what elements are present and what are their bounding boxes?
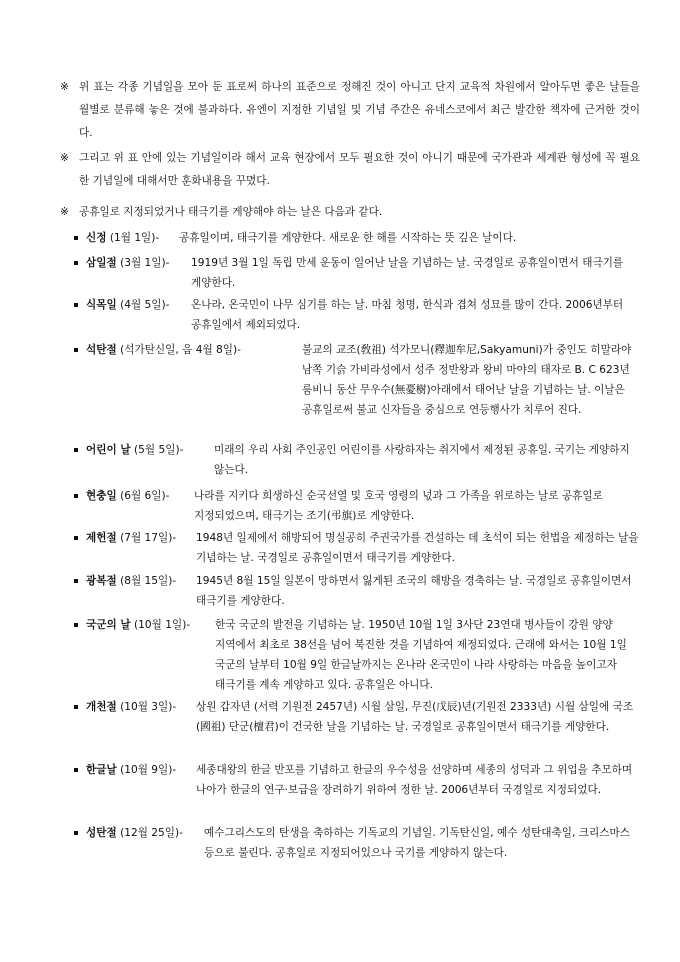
holiday-description: 세종대왕의 한글 반포를 기념하고 한글의 우수성을 선양하며 세종의 성덕과 그 위업을 추모하며 나아가 한글의 연구·보급을 장려하기 위하여 정한 날. 2006년부터 국경일로 지정되었다. [196, 764, 633, 796]
holiday-name: 국군의 날 [86, 619, 131, 631]
bullet-icon [74, 448, 78, 452]
holiday-name: 삼일절 [86, 257, 117, 269]
bullet-icon [74, 348, 78, 352]
holiday-description: 미래의 우리 사회 주인공인 어린이를 사랑하자는 취지에서 제정된 공휴일. 국기는 게양하지 않는다. [214, 444, 630, 476]
holiday-date: (10월 1일)- [134, 619, 191, 631]
holiday-name: 석탄절 [86, 344, 117, 356]
holiday-description: 불교의 교조(敎祖) 석가모니(釋迦牟尼,Sakyamuni)가 중인도 히말라야 남쪽 기슭 가비라성에서 성주 정반왕과 왕비 마야의 태자로 B. C 623년 룸비니 동산 무우수(無憂樹)아래에서 태어난 날을 기념하는 날. 이날은 공휴일로써 불교 신자들을 중심으로 연등행사가 치루어 진다. [302, 344, 632, 416]
note-text: 위 표는 각종 기념일을 모아 둔 표로써 하나의 표준으로 정해진 것이 아니고 단지 교육적 차원에서 알아두면 좋은 날들을 월별로 분류해 놓은 것에 불과하다. 유엔이 지정한 기념일 및 기념 주간은 유네스코에서 최근 발간한 책자에 근거한 것이다. [79, 81, 640, 139]
reference-mark-icon: ※ [60, 152, 69, 164]
holiday-description: 나라를 지키다 희생하신 순국선열 및 호국 영령의 넋과 그 가족을 위로하는 날로 공휴일로 지정되었으며, 태극기는 조기(弔旗)로 게양한다. [194, 490, 603, 522]
holiday-date: (1월 1일)- [109, 232, 160, 244]
holiday-item [74, 340, 640, 420]
holiday-description: 예수그리스도의 탄생을 축하하는 기독교의 기념일. 기독탄신일, 예수 성탄대축일, 크리스마스 등으로 불린다. 공휴일로 지정되어있으나 국기를 게양하지 않는다. [204, 827, 630, 859]
bullet-icon [74, 303, 78, 307]
bullet-icon [74, 705, 78, 709]
holiday-description: 1948년 일제에서 해방되어 명실공히 주권국가를 건설하는 데 초석이 되는 헌법을 제정하는 날을 기념하는 날. 국경일로 공휴일이면서 태극기를 게양한다. [196, 532, 639, 564]
bullet-icon [74, 236, 78, 240]
holiday-item [74, 253, 640, 293]
holiday-date: (10월 9일)- [120, 764, 177, 776]
holiday-date: (석가탄신일, 음 4월 8일)- [120, 344, 241, 356]
holiday-item [74, 486, 640, 526]
holiday-name: 성탄절 [86, 827, 117, 839]
holiday-item [74, 528, 640, 568]
holiday-description: 상원 갑자년 (서력 기원전 2457년) 시월 삼일, 무진(戊辰)년(기원전 2333년) 시월 삼일에 국조(國祖) 단군(檀君)이 건국한 날을 기념하는 날. 국경일로 공휴일이면서 태극기를 게양한다. [196, 701, 634, 733]
reference-mark-icon: ※ [60, 81, 69, 93]
holiday-description: 공휴일이며, 태극기를 게양한다. 새로운 한 해를 시작하는 뜻 깊은 날이다. [179, 232, 517, 244]
holiday-item [74, 440, 640, 480]
holiday-name: 신정 [86, 232, 107, 244]
holiday-item [74, 615, 640, 695]
bullet-icon [74, 579, 78, 583]
holiday-name: 현충일 [86, 490, 117, 502]
holiday-name: 식목일 [86, 299, 117, 311]
holiday-name: 어린이 날 [86, 444, 131, 456]
holiday-name: 한글날 [86, 764, 117, 776]
holiday-item [74, 295, 640, 335]
bullet-icon [74, 536, 78, 540]
bullet-icon [74, 768, 78, 772]
holiday-date: (3월 1일)- [120, 257, 170, 269]
holiday-item [74, 823, 640, 863]
note-text: 그리고 위 표 안에 있는 기념일이라 해서 교육 현장에서 모두 필요한 것이 아니기 때문에 국가관과 세계관 형성에 꼭 필요한 기념일에 대해서만 훈화내용을 꾸몄다. [79, 152, 640, 187]
holiday-item [74, 760, 640, 800]
holiday-date: (5월 5일)- [134, 444, 184, 456]
bullet-icon [74, 623, 78, 627]
reference-mark-icon: ※ [60, 206, 69, 218]
holiday-date: (10월 3일)- [120, 701, 177, 713]
holiday-item [74, 697, 640, 737]
holiday-date: (8월 15일)- [120, 575, 177, 587]
holiday-description: 온나라, 온국민이 나무 심기를 하는 날. 마침 청명, 한식과 겹쳐 성묘를 많이 간다. 2006년부터 공휴일에서 제외되었다. [191, 299, 624, 331]
holiday-date: (6월 6일)- [120, 490, 170, 502]
holiday-name: 광복절 [86, 575, 117, 587]
holiday-description: 한국 국군의 발전을 기념하는 날. 1950년 10월 1일 3사단 23연대 병사들이 강원 양양 지역에서 최초로 38선을 넘어 북진한 것을 기념하여 제정되었다. 근래에 와서는 10월 1일 국군의 날부터 10월 9일 한글날까지는 온나라 온국민이 나라 사랑하는 마음을 높이고자 태극기를 계속 게양하고 있다. 공휴일은 아니다. [215, 619, 627, 691]
holiday-name: 개천절 [86, 701, 117, 713]
note-paragraph [60, 147, 640, 193]
bullet-icon [74, 831, 78, 835]
holiday-name: 제헌절 [86, 532, 117, 544]
bullet-icon [74, 261, 78, 265]
bullet-icon [74, 494, 78, 498]
holiday-date: (7월 17일)- [120, 532, 177, 544]
holiday-item [74, 571, 640, 611]
note-paragraph [60, 76, 640, 145]
holiday-date: (12월 25일)- [120, 827, 183, 839]
note-text: 공휴일로 지정되었거나 태극기를 게양해야 하는 날은 다음과 같다. [79, 206, 383, 218]
holiday-description: 1945년 8월 15일 일본이 망하면서 잃게된 조국의 해방을 경축하는 날. 국경일로 공휴일이면서 태극기를 게양한다. [196, 575, 632, 607]
holiday-description: 1919년 3월 1일 독립 만세 운동이 일어난 날을 기념하는 날. 국경일로 공휴일이면서 태극기를 게양한다. [191, 257, 624, 289]
holiday-date: (4월 5일)- [120, 299, 170, 311]
note-paragraph [60, 201, 640, 224]
holiday-item [74, 228, 640, 248]
